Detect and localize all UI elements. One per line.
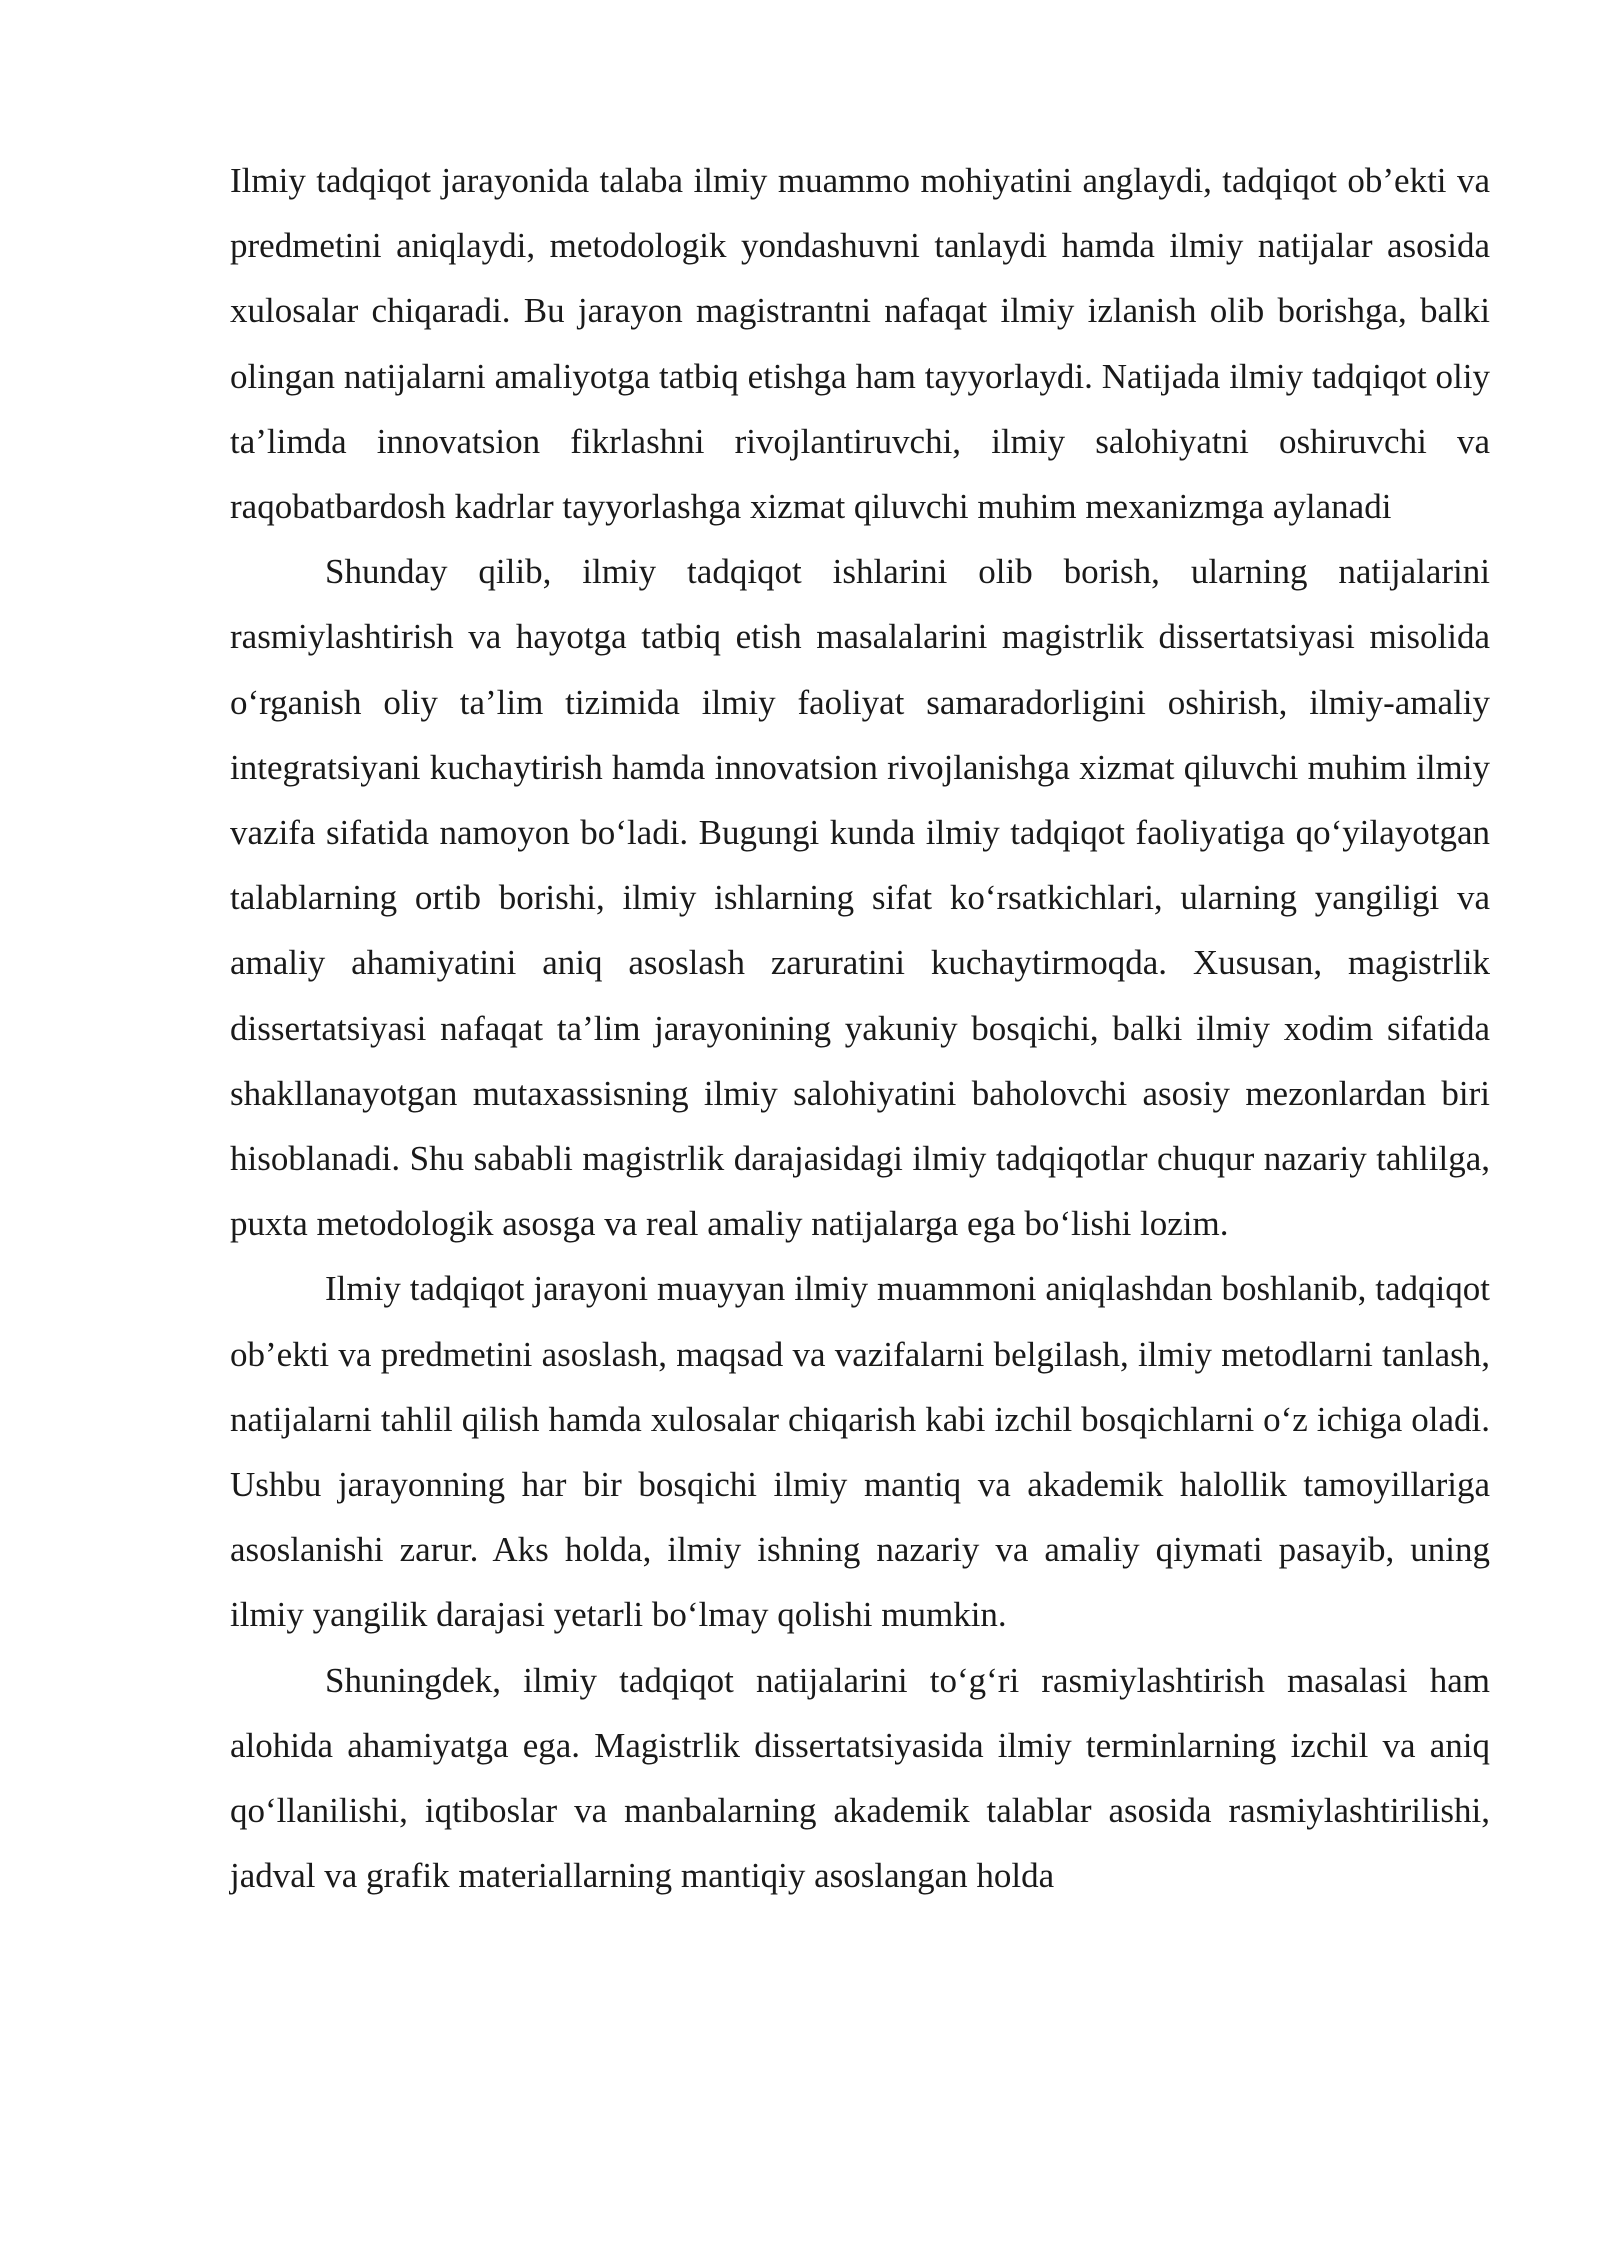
paragraph-4: Shuningdek, ilmiy tadqiqot natijalarini to‘g‘ri rasmiylashtirish masalasi ham alohida ahamiyatga ega. Magistrlik dissertatsiyasida ilmiy terminlarning izchil va aniq qo‘llanilishi, iqtiboslar va manbalarning akademik talablar asosida rasmiylashtirilishi, jadval va grafik materiallarning mantiqiy asoslangan holda: [230, 1660, 1490, 1896]
paragraph-3: Ilmiy tadqiqot jarayoni muayyan ilmiy muammoni aniqlashdan boshlanib, tadqiqot ob’ekti va predmetini asoslash, maqsad va vazifalarni belgilash, ilmiy metodlarni tanlash, natijalarni tahlil qilish hamda xulosalar chiqarish kabi izchil bosqichlarni o‘z ichiga oladi. Ushbu jarayonning har bir bosqichi ilmiy mantiq va akademik halollik tamoyillariga asoslanishi zarur. Aks holda, ilmiy ishning nazariy va amaliy qiymati pasayib, uning ilmiy yangilik darajasi yetarli bo‘lmay qolishi mumkin.: [230, 1269, 1490, 1635]
document-body: [230, 148, 1490, 1908]
paragraph-1: Ilmiy tadqiqot jarayonida talaba ilmiy muammo mohiyatini anglaydi, tadqiqot ob’ekti va predmetini aniqlaydi, metodologik yondashuvni tanlaydi hamda ilmiy natijalar asosida xulosalar chiqaradi. Bu jarayon magistrantni nafaqat ilmiy izlanish olib borishga, balki olingan natijalarni amaliyotga tatbiq etishga ham tayyorlaydi. Natijada ilmiy tadqiqot oliy ta’limda innovatsion fikrlashni rivojlantiruvchi, ilmiy salohiyatni oshiruvchi va raqobatbardosh kadrlar tayyorlashga xizmat qiluvchi muhim mexanizmga aylanadi: [230, 161, 1490, 527]
paragraph-2: Shunday qilib, ilmiy tadqiqot ishlarini olib borish, ularning natijalarini rasmiylashtirish va hayotga tatbiq etish masalalarini magistrlik dissertatsiyasi misolida o‘rganish oliy ta’lim tizimida ilmiy faoliyat samaradorligini oshirish, ilmiy-amaliy integratsiyani kuchaytirish hamda innovatsion rivojlanishga xizmat qiluvchi muhim ilmiy vazifa sifatida namoyon bo‘ladi. Bugungi kunda ilmiy tadqiqot faoliyatiga qo‘yilayotgan talablarning ortib borishi, ilmiy ishlarning sifat ko‘rsatkichlari, ularning yangiligi va amaliy ahamiyatini aniq asoslash zaruratini kuchaytirmoqda. Xususan, magistrlik dissertatsiyasi nafaqat ta’lim jarayonining yakuniy bosqichi, balki ilmiy xodim sifatida shakllanayotgan mutaxassisning ilmiy salohiyatini baholovchi asosiy mezonlardan biri hisoblanadi. Shu sababli magistrlik darajasidagi ilmiy tadqiqotlar chuqur nazariy tahlilga, puxta metodologik asosga va real amaliy natijalarga ega bo‘lishi lozim.: [230, 552, 1490, 1244]
